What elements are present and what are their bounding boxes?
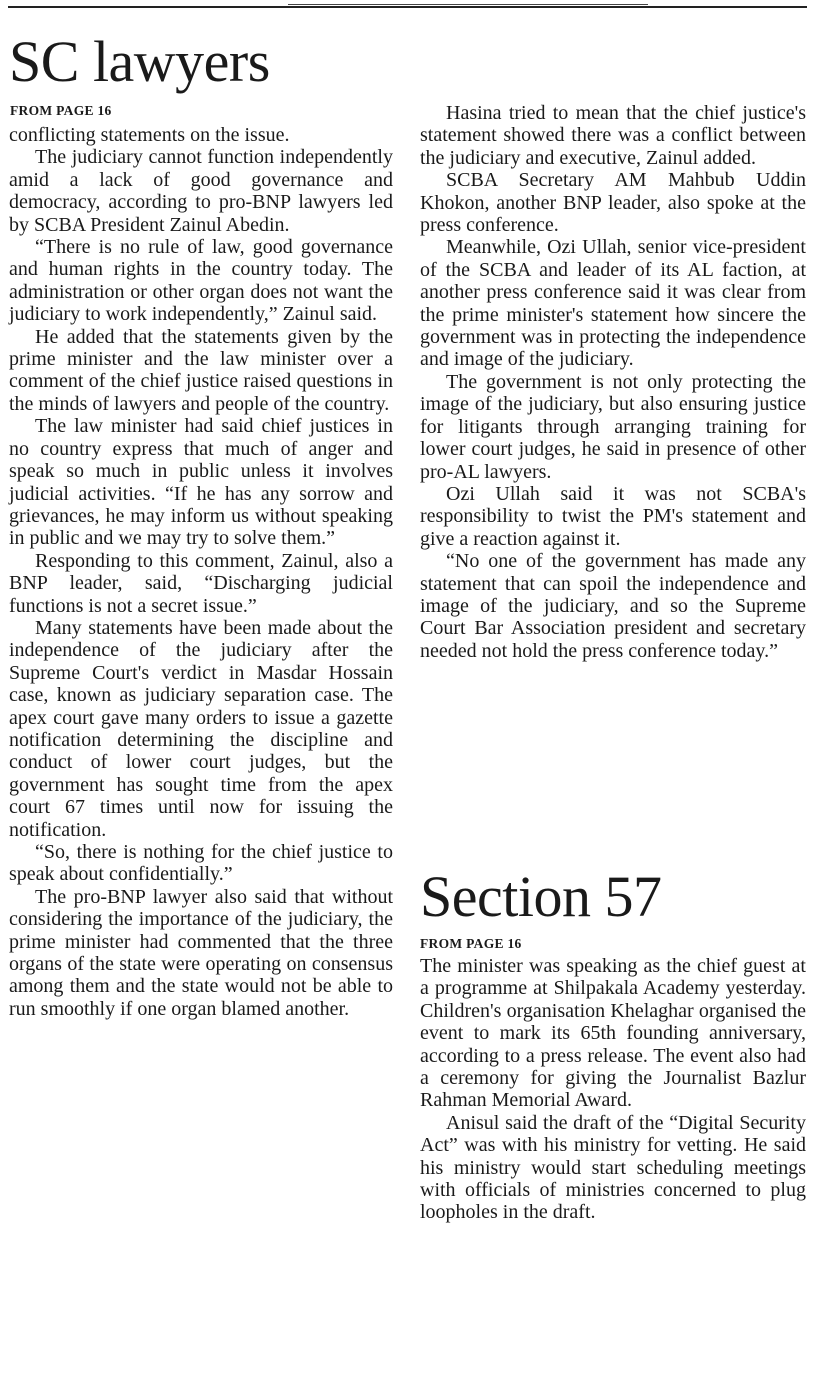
story1-headline: SC lawyers xyxy=(9,29,270,94)
article-paragraph: Many statements have been made about the independence of the judiciary after the Supreme Court's verdict in Masdar Hossain case, known as judiciary separation case. The apex court gave many orders to issue a gazette notification determining the discipline and conduct of lower court judges, but the government has sought time from the apex court 67 times until now for issuing the notification. xyxy=(9,616,393,841)
article-paragraph: conflicting statements on the issue. xyxy=(9,124,290,146)
story1-right-body xyxy=(420,102,806,662)
article-paragraph: Responding to this comment, Zainul, also a BNP leader, said, “Discharging judicial functions is not a secret issue.” xyxy=(9,549,393,617)
story1-jump-line: FROM PAGE 16 xyxy=(10,103,112,118)
article-paragraph: “There is no rule of law, good governance and human rights in the country today. The administration or other organ does not want the judiciary to work independently,” Zainul said. xyxy=(9,236,393,326)
article-paragraph: “So, there is nothing for the chief justice to speak about confidentially.” xyxy=(9,841,393,886)
article-paragraph: He added that the statements given by the prime minister and the law minister over a comment of the chief justice raised questions in the minds of lawyers and people of the country. xyxy=(9,325,393,415)
article-paragraph: Hasina tried to mean that the chief justice's statement showed there was a conflict between the judiciary and executive, Zainul added. xyxy=(420,102,806,169)
article-paragraph: Meanwhile, Ozi Ullah, senior vice-president of the SCBA and leader of its AL faction, at another press conference said it was clear from the prime minister's statement how sincere the government was in protecting the independence and image of the judiciary. xyxy=(420,236,806,371)
previous-page-text-fragment xyxy=(8,0,807,5)
top-rule xyxy=(8,6,807,8)
story2-jump-line: FROM PAGE 16 xyxy=(420,936,522,951)
article-paragraph: The pro-BNP lawyer also said that without considering the importance of the judiciary, the prime minister had commented that the three organs of the state were operating on consensus among them and the state would not be able to run smoothly if one organ blamed another. xyxy=(9,885,393,1020)
article-paragraph: The government is not only protecting the image of the judiciary, but also ensuring justice for litigants through arranging training for lower court judges, he said in presence of other pro-AL lawyers. xyxy=(420,370,806,483)
article-paragraph: The minister was speaking as the chief guest at a programme at Shilpakala Academy yesterday. Children's organisation Khelaghar organised the event to mark its 65th founding anniversary, according to a press release. The event also had a ceremony for giving the Journalist Bazlur Rahman Memorial Award. xyxy=(420,955,806,1112)
article-paragraph: Anisul said the draft of the “Digital Security Act” was with his ministry for vetting. He said his ministry would start scheduling meetings with officials of ministries concerned to plug loopholes in the draft. xyxy=(420,1111,806,1224)
article-paragraph: Ozi Ullah said it was not SCBA's responsibility to twist the PM's statement and give a reaction against it. xyxy=(420,482,806,550)
story2-headline: Section 57 xyxy=(420,864,662,929)
article-paragraph: The judiciary cannot function independently amid a lack of good governance and democracy, according to pro-BNP lawyers led by SCBA President Zainul Abedin. xyxy=(9,146,393,236)
story1-left-body xyxy=(9,124,393,1020)
article-paragraph: The law minister had said chief justices in no country express that much of anger and speak so much in public unless it involves judicial activities. “If he has any sorrow and grievances, he may inform us without speaking in public and we may try to solve them.” xyxy=(9,415,393,550)
article-paragraph: SCBA Secretary AM Mahbub Uddin Khokon, another BNP leader, also spoke at the press conference. xyxy=(420,169,806,237)
article-paragraph: “No one of the government has made any statement that can spoil the independence and image of the judiciary, and so the Supreme Court Bar Association president and secretary needed not hold the press conference today.” xyxy=(420,550,806,662)
story2 xyxy=(420,864,806,1224)
